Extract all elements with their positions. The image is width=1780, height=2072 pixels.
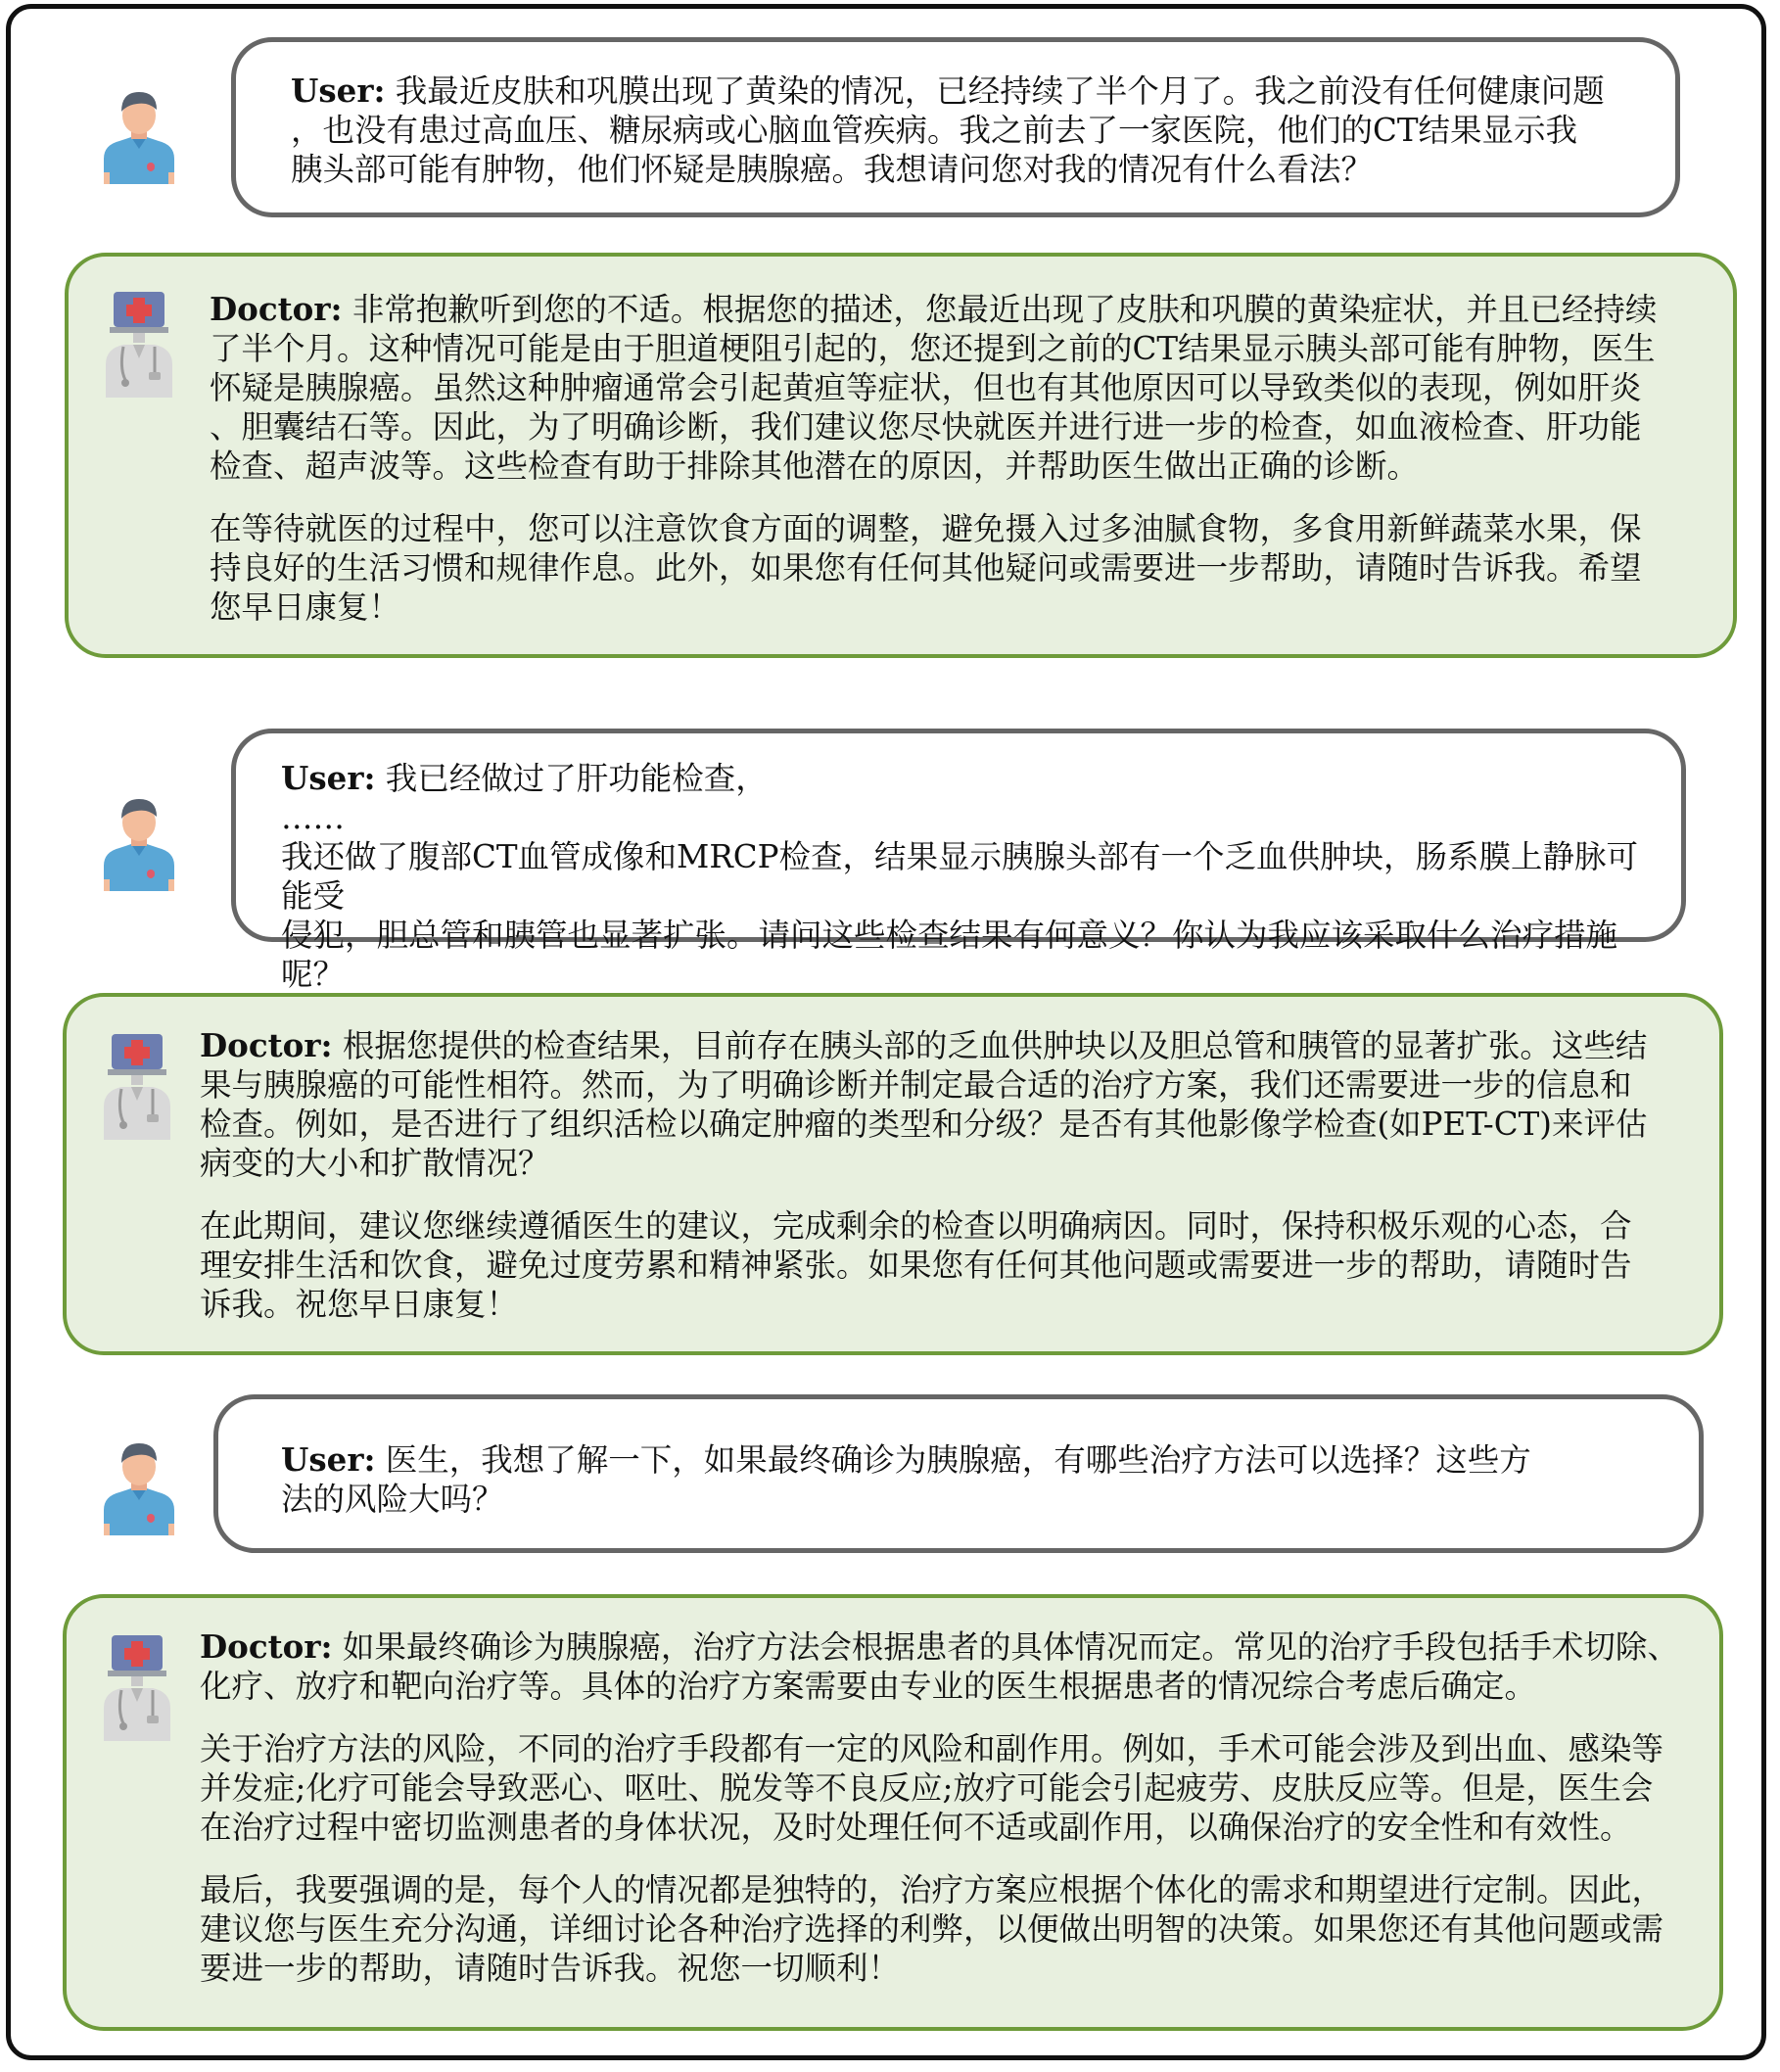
user-message-bubble [231,729,1686,993]
doctor-icon [96,1032,178,1140]
message-text: 非常抱歉听到您的不适。根据您的描述，您最近出现了皮肤和巩膜的黄染症状，并且已经持续 了半个月。这种情况可能是由于胆道梗阻引起的，您还提到之前的CT结果显示胰头部可能有肿物，医生 怀疑是胰腺癌。虽然这种肿瘤通常会引起黄疸等症状，但也有其他原因可以导致类似的表现，例如肝炎 、胆囊结石等。因此，为了明确诊断，我们建议您尽快就医并进行进一步的检查，如血液检查、肝功能 检查、超声波等。这些检查有助于排除其他潜在的原因，并帮助医生做出正确的诊断。 [210,291,1658,485]
message-text: 最后，我要强调的是，每个人的情况都是独特的，治疗方案应根据个体化的需求和期望进行定制。因此， 建议您与医生充分沟通，详细讨论各种治疗选择的利弊，以便做出明智的决策。如果您还有其他问题或需 要进一步的帮助，请随时告诉我。祝您一切顺利！ [200,1871,1664,1987]
patient-icon [98,76,180,184]
doctor-message-bubble [65,253,1737,658]
message-paragraph [291,71,1636,189]
doctor-message-bubble [63,993,1723,1355]
message-text: 医生，我想了解一下，如果最终确诊为胰腺癌，有哪些治疗方法可以选择？这些方 法的风险大吗？ [281,1441,1531,1518]
message-paragraph [200,1729,1680,1847]
message-paragraph [200,1026,1680,1183]
speaker-label: User: [281,1440,376,1479]
speaker-label: User: [281,759,376,797]
speaker-label: Doctor: [200,1627,333,1666]
user-message-bubble [231,37,1680,217]
doctor-message-bubble [63,1594,1723,2031]
message-text: 我已经做过了肝功能检查， …… 我还做了腹部CT血管成像和MRCP检查，结果显示胰腺头部有一个乏血供肿块，肠系膜上静脉可能受 侵犯，胆总管和胰管也显著扩张。请问这些检查结果有何意义？你认为我应该采取什么治疗措施呢？ [281,760,1639,993]
speaker-label: Doctor: [210,290,343,328]
message-text: 我最近皮肤和巩膜出现了黄染的情况，已经持续了半个月了。我之前没有任何健康问题 ，也没有患过高血压、糖尿病或心脑血管疾病。我之前去了一家医院，他们的CT结果显示我 胰头部可能有肿物，他们怀疑是胰腺癌。我想请问您对我的情况有什么看法？ [291,72,1605,188]
message-text: 如果最终确诊为胰腺癌，治疗方法会根据患者的具体情况而定。常见的治疗手段包括手术切除、 化疗、放疗和靶向治疗等。具体的治疗方案需要由专业的医生根据患者的情况综合考虑后确定。 [200,1628,1679,1705]
speaker-label: User: [291,71,386,110]
message-paragraph [200,1206,1680,1324]
message-paragraph [281,1440,1660,1519]
patient-icon [98,1428,180,1535]
user-message-bubble [213,1394,1704,1553]
message-paragraph [210,509,1694,627]
message-paragraph [200,1870,1680,1988]
message-text: 在此期间，建议您继续遵循医生的建议，完成剩余的检查以明确病因。同时，保持积极乐观的心态，合 理安排生活和饮食，避免过度劳累和精神紧张。如果您有任何其他问题或需要进一步的帮助，请随时告 诉我。祝您早日康复！ [200,1207,1632,1323]
speaker-label: Doctor: [200,1026,333,1064]
doctor-icon [98,290,180,398]
doctor-icon [96,1633,178,1741]
message-text: 在等待就医的过程中，您可以注意饮食方面的调整，避免摄入过多油腻食物，多食用新鲜蔬菜水果，保 持良好的生活习惯和规律作息。此外，如果您有任何其他疑问或需要进一步帮助，请随时告诉我。希望 您早日康复！ [210,510,1642,626]
message-text: 根据您提供的检查结果，目前存在胰头部的乏血供肿块以及胆总管和胰管的显著扩张。这些结 果与胰腺癌的可能性相符。然而，为了明确诊断并制定最合适的治疗方案，我们还需要进一步的信息和 检查。例如，是否进行了组织活检以确定肿瘤的类型和分级？是否有其他影像学检查(如PET-CT)来评估 病变的大小和扩散情况？ [200,1027,1648,1182]
message-text: 关于治疗方法的风险，不同的治疗手段都有一定的风险和副作用。例如，手术可能会涉及到出血、感染等 并发症;化疗可能会导致恶心、呕吐、脱发等不良反应;放疗可能会引起疲劳、皮肤反应等。但是，医生会 在治疗过程中密切监测患者的身体状况，及时处理任何不适或副作用，以确保治疗的安全性和有效性。 [200,1730,1664,1846]
message-paragraph [281,759,1642,994]
message-paragraph [210,290,1694,486]
message-paragraph [200,1627,1680,1706]
patient-icon [98,783,180,891]
